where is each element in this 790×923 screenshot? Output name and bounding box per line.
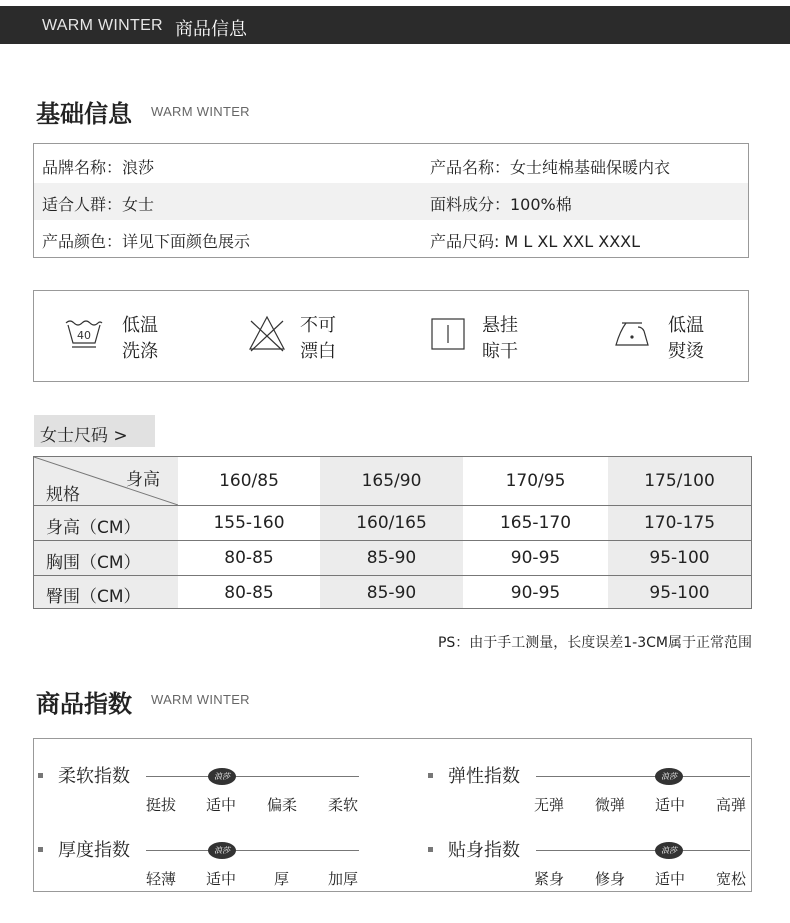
- index-selector-knob: 浪莎: [208, 768, 236, 785]
- measurement-note: PS：由于手工测量，长度误差1-3CM属于正常范围: [437, 635, 752, 651]
- info-fabric: 面料成分：100%棉: [430, 195, 572, 214]
- size-chart-tag: [34, 415, 155, 447]
- index-level: 适中: [655, 796, 686, 814]
- index-level: 挺拔: [146, 796, 177, 814]
- size-column-header: 160/85: [219, 471, 279, 491]
- index-name: 弹性指数: [448, 766, 520, 787]
- table-cell: 95-100: [649, 583, 710, 603]
- info-color: 产品颜色：详见下面颜色展示: [42, 232, 251, 251]
- basic-info-table: [33, 143, 749, 258]
- index-level: 高弹: [716, 796, 747, 814]
- table-cell: 85-90: [366, 583, 417, 603]
- care-item-bleach: [247, 311, 387, 363]
- basic-info-subtitle: WARM WINTER: [151, 104, 250, 119]
- index-scale-line: [536, 776, 750, 777]
- index-name: 贴身指数: [448, 840, 520, 861]
- row-label-hip: 臀围（CM）: [46, 587, 141, 607]
- bullet-icon: [428, 847, 433, 852]
- index-level: 适中: [655, 870, 686, 888]
- index-level: 微弹: [595, 796, 626, 814]
- index-level: 适中: [206, 870, 237, 888]
- care-dry-line2: 晾干: [482, 341, 518, 362]
- care-iron-line1: 低温: [668, 315, 704, 336]
- no-bleach-icon: [247, 313, 287, 353]
- info-brand: 品牌名称：浪莎: [42, 158, 155, 177]
- index-level: 厚: [274, 870, 290, 888]
- hang-dry-icon: [430, 317, 466, 353]
- index-level: 柔软: [328, 796, 359, 814]
- table-cell: 90-95: [510, 548, 561, 568]
- index-elasticity: [428, 760, 753, 820]
- care-item-dry: [430, 311, 570, 363]
- corner-bottom-label: 规格: [46, 485, 80, 505]
- index-selector-knob: 浪莎: [655, 842, 683, 859]
- banner-brand-en: WARM WINTER: [42, 17, 163, 34]
- index-level: 轻薄: [146, 870, 177, 888]
- size-column-header: 165/90: [361, 471, 422, 491]
- info-product-name: 产品名称：女士纯棉基础保暖内衣: [430, 158, 671, 177]
- info-sizes: 产品尺码: M L XL XXL XXXL: [430, 232, 641, 251]
- index-scale-line: [536, 850, 750, 851]
- product-index-subtitle: WARM WINTER: [151, 692, 250, 707]
- index-selector-knob: 浪莎: [208, 842, 236, 859]
- bullet-icon: [38, 773, 43, 778]
- care-item-iron: [612, 311, 752, 363]
- index-fit: [428, 834, 753, 894]
- index-level: 修身: [595, 870, 626, 888]
- info-row: [34, 220, 748, 257]
- corner-top-label: 身高: [126, 470, 160, 490]
- product-index-title: 商品指数: [36, 690, 132, 718]
- size-column-header: 175/100: [644, 471, 715, 491]
- bullet-icon: [428, 773, 433, 778]
- table-cell: 170-175: [643, 513, 716, 533]
- top-banner: [0, 6, 790, 44]
- care-instructions: [33, 290, 749, 382]
- table-cell: 165-170: [499, 513, 572, 533]
- table-cell: 155-160: [213, 513, 285, 533]
- index-level: 偏柔: [267, 796, 298, 814]
- table-cell: 80-85: [224, 548, 274, 568]
- index-scale-line: [146, 850, 359, 851]
- basic-info-title: 基础信息: [36, 100, 132, 128]
- table-cell: 80-85: [224, 583, 274, 603]
- index-level: 无弹: [534, 796, 565, 814]
- size-table: [33, 456, 752, 609]
- index-level: 适中: [206, 796, 237, 814]
- index-level: 紧身: [534, 870, 565, 888]
- index-level: 宽松: [716, 870, 747, 888]
- banner-title: 商品信息: [175, 19, 247, 40]
- wash-40-icon: [64, 315, 104, 351]
- wash-temp-label: 40: [77, 329, 91, 342]
- index-selector-knob: 浪莎: [655, 768, 683, 785]
- care-wash-line1: 低温: [122, 315, 158, 336]
- table-divider: [34, 575, 751, 576]
- table-divider: [34, 540, 751, 541]
- info-row: [34, 183, 748, 220]
- table-cell: 90-95: [510, 583, 561, 603]
- index-level: 加厚: [328, 870, 359, 888]
- row-label-height: 身高（CM）: [46, 518, 141, 538]
- index-thickness: [38, 834, 368, 894]
- index-softness: [38, 760, 368, 820]
- index-name: 柔软指数: [58, 766, 130, 787]
- care-bleach-line1: 不可: [300, 315, 336, 336]
- table-cell: 160/165: [356, 513, 427, 533]
- product-index-box: [33, 738, 752, 892]
- size-chart-tag-label: 女士尺码 >: [40, 426, 128, 446]
- care-dry-line1: 悬挂: [482, 315, 518, 336]
- table-cell: 95-100: [649, 548, 710, 568]
- table-cell: 85-90: [366, 548, 417, 568]
- info-audience: 适合人群：女士: [42, 195, 155, 214]
- index-scale-line: [146, 776, 359, 777]
- size-column-header: 170/95: [505, 471, 566, 491]
- table-divider: [34, 505, 751, 506]
- index-name: 厚度指数: [58, 840, 130, 861]
- care-wash-line2: 洗涤: [122, 341, 158, 362]
- iron-low-icon: [612, 319, 652, 355]
- care-bleach-line2: 漂白: [300, 341, 336, 362]
- care-iron-line2: 熨烫: [668, 341, 704, 362]
- bullet-icon: [38, 847, 43, 852]
- info-row: [34, 146, 748, 183]
- care-item-wash: [64, 311, 204, 363]
- row-label-chest: 胸围（CM）: [46, 553, 141, 573]
